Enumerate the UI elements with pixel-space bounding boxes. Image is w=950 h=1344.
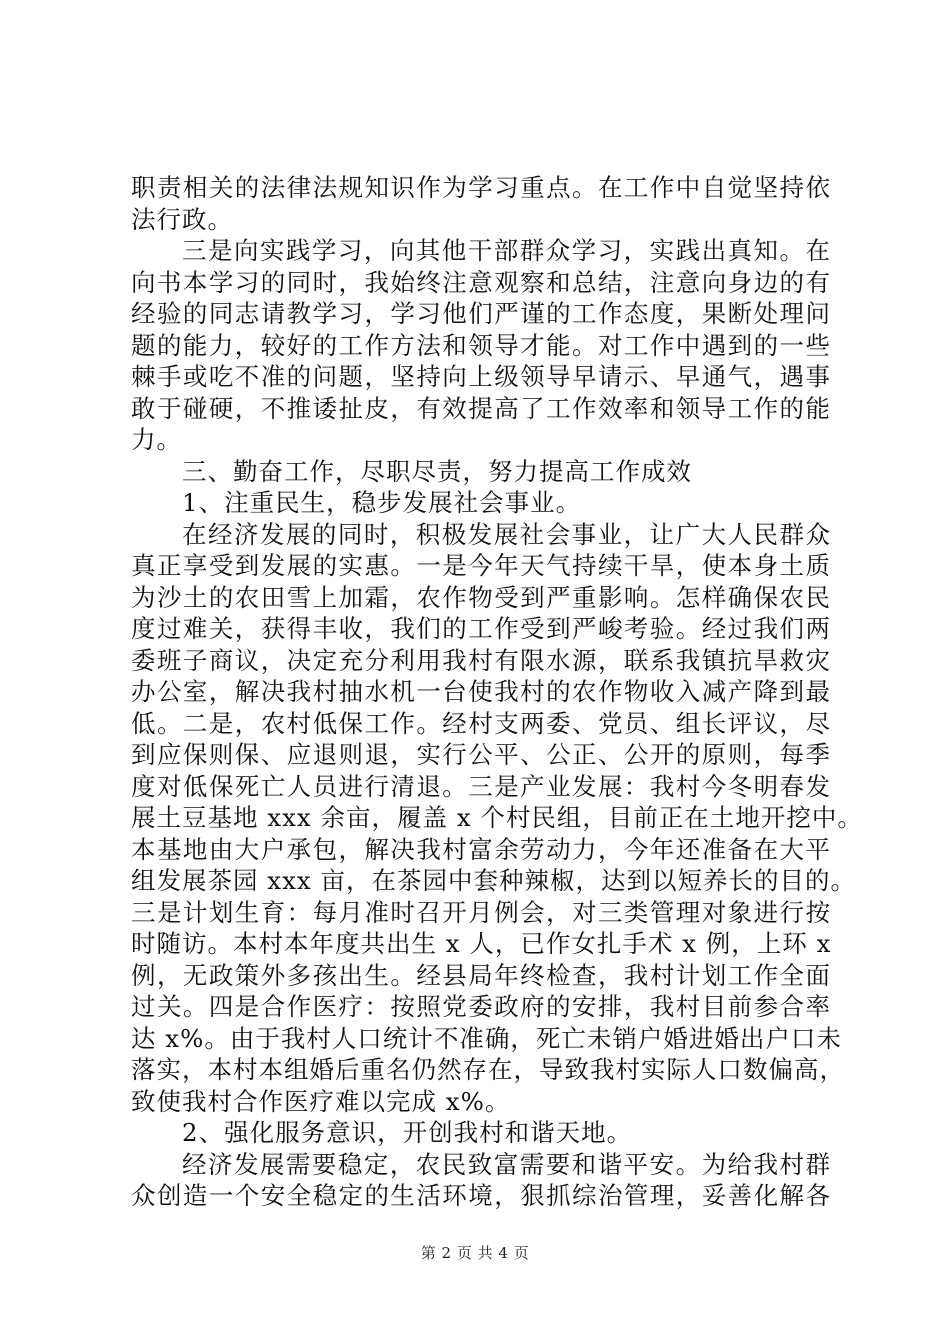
text-line: 到应保则保、应退则退，实行公平、公正、公开的原则，每季 — [131, 740, 831, 769]
text-line: 题的能力，较好的工作方法和领导才能。对工作中遇到的一些 — [131, 330, 831, 360]
text-line: 落实，本村本组婚后重名仍然存在，导致我村实际人口数偏高， — [131, 1055, 845, 1084]
text-line: 时随访。本村本年度共出生 x 人，已作女扎手术 x 例，上环 x — [131, 929, 832, 958]
text-line: 三是向实践学习，向其他干部群众学习，实践出真知。在 — [182, 236, 831, 265]
text-line: 1、注重民生，稳步发展社会事业。 — [182, 488, 582, 517]
text-line: 委班子商议，决定充分利用我村有限水源，联系我镇抗旱救灾 — [131, 645, 831, 675]
text-line: 办公室，解决我村抽水机一台使我村的农作物收入减产降到最 — [131, 677, 831, 706]
text-line: 法行政。 — [131, 204, 233, 234]
text-line: 低。二是，农村低保工作。经村支两委、党员、组长评议，尽 — [131, 708, 831, 738]
text-line: 例，无政策外多孩出生。经县局年终检查，我村计划工作全面 — [131, 960, 831, 990]
text-line: 在经济发展的同时，积极发展社会事业，让广大人民群众 — [182, 519, 831, 549]
text-line: 三、勤奋工作，尽职尽责，努力提高工作成效 — [182, 456, 692, 486]
text-line: 棘手或吃不准的问题，坚持向上级领导早请示、早通气，遇事 — [131, 362, 831, 391]
text-line: 职责相关的法律法规知识作为学习重点。在工作中自觉坚持依 — [131, 173, 831, 202]
text-line: 度对低保死亡人员进行清退。三是产业发展：我村今冬明春发 — [131, 771, 831, 801]
text-line: 致使我村合作医疗难以完成 x%。 — [131, 1086, 511, 1116]
text-line: 三是计划生育：每月准时召开月例会，对三类管理对象进行按 — [131, 897, 831, 927]
text-line: 本基地由大户承包，解决我村富余劳动力，今年还准备在大平 — [131, 834, 831, 864]
text-line: 敢于碰硬，不推诿扯皮，有效提高了工作效率和领导工作的能 — [131, 393, 831, 423]
page-footer: 第 2 页 共 4 页 — [420, 1244, 530, 1262]
text-line: 过关。四是合作医疗：按照党委政府的安排，我村目前参合率 — [131, 992, 831, 1021]
text-line: 度过难关，获得丰收，我们的工作受到严峻考验。经过我们两 — [131, 614, 831, 643]
text-line: 众创造一个安全稳定的生活环境，狠抓综治管理，妥善化解各 — [131, 1181, 831, 1210]
text-line: 组发展茶园 xxx 亩，在茶园中套种辣椒，达到以短养长的目的。 — [131, 866, 857, 895]
text-line: 2、强化服务意识，开创我村和谐天地。 — [182, 1118, 633, 1147]
text-line: 展土豆基地 xxx 余亩，履盖 x 个村民组，目前正在土地开挖中。 — [131, 803, 863, 832]
text-line: 真正享受到发展的实惠。一是今年天气持续干旱，使本身土质 — [131, 551, 831, 580]
text-line: 达 x%。由于我村人口统计不准确，死亡未销户婚进婚出户口未 — [131, 1023, 842, 1053]
text-line: 为沙土的农田雪上加霜，农作物受到严重影响。怎样确保农民 — [131, 582, 831, 612]
document-body — [131, 172, 863, 1212]
text-line: 经济发展需要稳定，农民致富需要和谐平安。为给我村群 — [182, 1149, 831, 1179]
text-line: 经验的同志请教学习，学习他们严谨的工作态度，果断处理问 — [131, 299, 831, 328]
text-line: 力。 — [131, 425, 182, 454]
text-line: 向书本学习的同时，我始终注意观察和总结，注意向身边的有 — [131, 267, 831, 297]
